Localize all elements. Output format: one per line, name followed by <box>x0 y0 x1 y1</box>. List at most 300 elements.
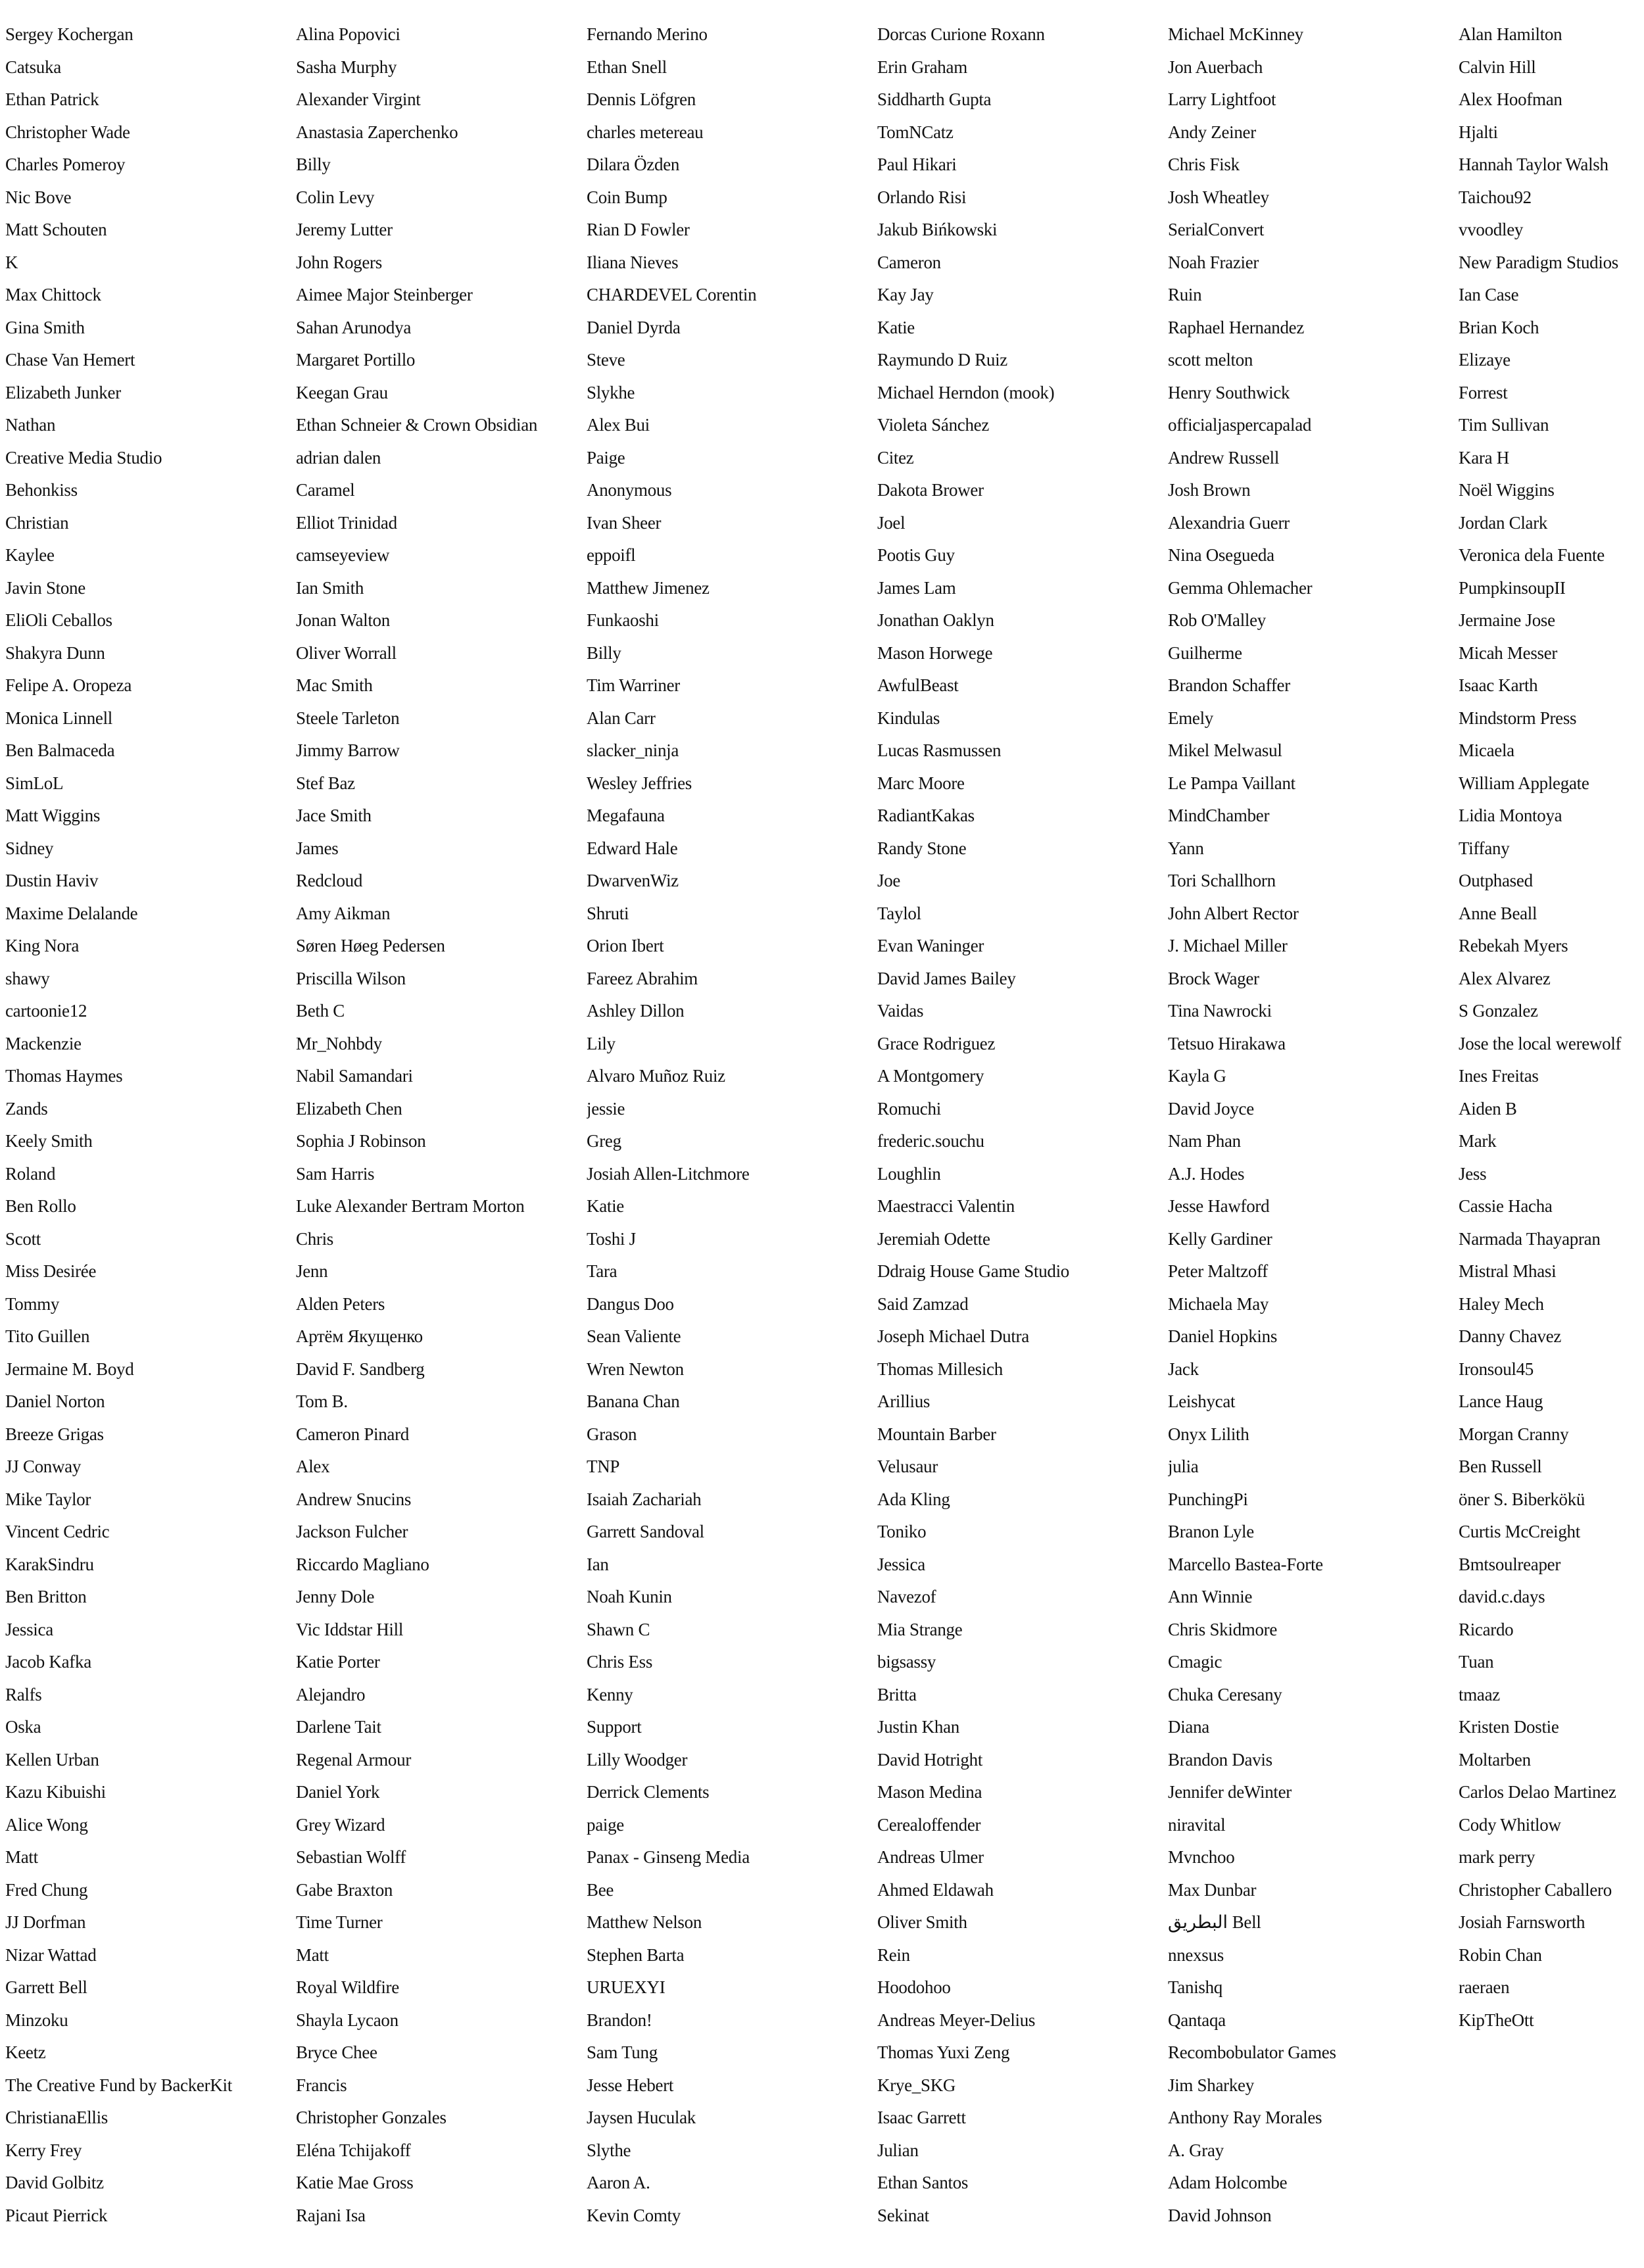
backer-name: Alice Wong <box>5 1814 88 1835</box>
backer-name: Ddraig House Game Studio <box>877 1261 1070 1281</box>
backer-name: Jenn <box>296 1261 328 1281</box>
backer-name: Elizaye <box>1459 350 1511 370</box>
backer-name: Alex Hoofman <box>1459 89 1562 109</box>
backer-name: Josiah Farnsworth <box>1459 1912 1585 1932</box>
backer-name: Mason Horwege <box>877 642 993 663</box>
backer-name: Sean Valiente <box>587 1326 681 1346</box>
backer-name: Brian Koch <box>1459 317 1539 337</box>
backer-name: Sahan Arunodya <box>296 317 412 337</box>
backer-name: Daniel Hopkins <box>1168 1326 1278 1346</box>
backer-name: SerialConvert <box>1168 220 1265 239</box>
backer-name: Navezof <box>877 1587 936 1606</box>
backer-name: Hjalti <box>1459 122 1498 142</box>
backer-name: Chris Fisk <box>1168 155 1240 174</box>
backer-name: Daniel Norton <box>5 1391 105 1411</box>
backer-name: Peter Maltzoff <box>1168 1261 1268 1281</box>
backer-name: Ralfs <box>5 1684 42 1704</box>
backer-name: Anne Beall <box>1459 903 1537 923</box>
backer-name: bigsassy <box>877 1652 936 1672</box>
backer-name: Jennifer deWinter <box>1168 1782 1292 1802</box>
backer-name: Ben Balmaceda <box>5 740 115 760</box>
backer-name: Joseph Michael Dutra <box>877 1326 1029 1346</box>
backer-name: Javin Stone <box>5 577 85 598</box>
backer-name: Larry Lightfoot <box>1168 89 1276 109</box>
backer-name: Noah Frazier <box>1168 252 1259 272</box>
backer-name: niravital <box>1168 1814 1226 1835</box>
backer-name: David James Bailey <box>877 968 1016 988</box>
backer-name: Jonan Walton <box>296 610 390 630</box>
backer-name: Banana Chan <box>587 1391 680 1411</box>
backer-name: Le Pampa Vaillant <box>1168 773 1295 793</box>
backer-name: Narmada Thayapran <box>1459 1228 1601 1249</box>
backer-name: Maestracci Valentin <box>877 1196 1015 1216</box>
backer-name: Joe <box>877 871 901 890</box>
backer-name: Andy Zeiner <box>1168 122 1256 142</box>
backer-name: Derrick Clements <box>587 1782 710 1802</box>
backer-name: Oliver Worrall <box>296 642 397 663</box>
backer-name: Alden Peters <box>296 1293 385 1314</box>
backer-name: Diana <box>1168 1717 1209 1737</box>
backer-name: Josh Wheatley <box>1168 187 1269 207</box>
backer-name: Matt Wiggins <box>5 806 101 825</box>
backer-name: Marcello Bastea-Forte <box>1168 1554 1323 1574</box>
backer-name: Alvaro Muñoz Ruiz <box>587 1066 725 1086</box>
backer-name: Dorcas Curione Roxann <box>877 24 1045 44</box>
backer-name: Josiah Allen-Litchmore <box>587 1163 750 1184</box>
backer-name: Picaut Pierrick <box>5 2205 108 2225</box>
credits-name-grid <box>5 22 1644 2236</box>
backer-name: Rian D Fowler <box>587 220 690 239</box>
backer-name: Jeremy Lutter <box>296 220 393 239</box>
backer-name: Zands <box>5 1098 48 1119</box>
backer-name: frederic.souchu <box>877 1131 984 1151</box>
backer-name: Slythe <box>587 2140 631 2160</box>
backer-name: Justin Khan <box>877 1717 959 1737</box>
backer-name: Branon Lyle <box>1168 1522 1254 1541</box>
backer-name: Morgan Cranny <box>1459 1424 1569 1444</box>
backer-name: John Rogers <box>296 252 382 272</box>
backer-name: Ahmed Eldawah <box>877 1879 994 1900</box>
backer-name: Matthew Jimenez <box>587 577 710 598</box>
backer-name: Joel <box>877 512 906 533</box>
backer-name: Tori Schallhorn <box>1168 871 1276 890</box>
backer-name: Paul Hikari <box>877 155 957 174</box>
backer-name: Keetz <box>5 2042 46 2062</box>
backer-name: Jim Sharkey <box>1168 2075 1254 2095</box>
backer-name: Elliot Trinidad <box>296 512 397 533</box>
backer-name: Noël Wiggins <box>1459 480 1555 500</box>
backer-name: Vincent Cedric <box>5 1522 110 1541</box>
backer-name: Jonathan Oaklyn <box>877 610 994 630</box>
backer-name: JJ Conway <box>5 1457 82 1476</box>
backer-name: Violeta Sánchez <box>877 415 990 435</box>
backer-name: Daniel York <box>296 1782 380 1802</box>
backer-name: Søren Høeg Pedersen <box>296 936 445 955</box>
backer-name: RadiantKakas <box>877 806 975 825</box>
backer-name: Aimee Major Steinberger <box>296 285 473 304</box>
backer-name: Creative Media Studio <box>5 447 162 468</box>
backer-name: Mr_Nohbdy <box>296 1033 382 1053</box>
backer-name: Fernando Merino <box>587 24 708 44</box>
backer-name: Vic Iddstar Hill <box>296 1619 404 1639</box>
backer-name: jessie <box>587 1098 625 1119</box>
backer-name: S Gonzalez <box>1459 1001 1538 1021</box>
backer-name: CHARDEVEL Corentin <box>587 285 757 304</box>
backer-name: camseyeview <box>296 545 390 565</box>
backer-name: Mountain Barber <box>877 1424 996 1444</box>
backer-name: Andreas Ulmer <box>877 1847 984 1867</box>
names-column-4 <box>877 22 1168 2236</box>
backer-name: Nam Phan <box>1168 1131 1241 1151</box>
backer-name: Dennis Löfgren <box>587 89 696 109</box>
backer-name: Henry Southwick <box>1168 382 1290 402</box>
backer-name: Orion Ibert <box>587 936 664 955</box>
backer-name: James <box>296 838 339 858</box>
backer-name: PumpkinsoupII <box>1459 577 1566 598</box>
backer-name: Chuka Ceresany <box>1168 1684 1282 1704</box>
backer-name: Jenny Dole <box>296 1587 375 1606</box>
names-column-1 <box>5 22 296 2236</box>
backer-name: TNP <box>587 1457 620 1476</box>
backer-name: Kevin Comty <box>587 2205 681 2225</box>
backer-name: adrian dalen <box>296 447 381 468</box>
backer-name: Ian Smith <box>296 577 364 598</box>
backer-name: Sasha Murphy <box>296 57 397 77</box>
backer-name: Aaron A. <box>587 2173 650 2192</box>
backer-name: Krye_SKG <box>877 2075 956 2095</box>
backer-name: Steele Tarleton <box>296 708 400 728</box>
backer-name: Jace Smith <box>296 806 372 825</box>
backer-name: Chris Ess <box>587 1652 653 1672</box>
backer-name: Lidia Montoya <box>1459 806 1562 825</box>
backer-name: Brandon Davis <box>1168 1749 1272 1770</box>
backer-name: Ben Rollo <box>5 1196 76 1216</box>
backer-name: Katie <box>877 317 915 337</box>
backer-name: Michaela May <box>1168 1293 1269 1314</box>
backer-name: Royal Wildfire <box>296 1977 399 1997</box>
backer-name: Mark <box>1459 1131 1497 1151</box>
backer-name: Nizar Wattad <box>5 1944 97 1965</box>
backer-name: Lily <box>587 1033 616 1053</box>
backer-name: Stef Baz <box>296 773 355 793</box>
backer-name: Alex Alvarez <box>1459 968 1551 988</box>
backer-name: Michael McKinney <box>1168 24 1303 44</box>
backer-name: Shayla Lycaon <box>296 2010 399 2030</box>
backer-name: Sekinat <box>877 2205 929 2225</box>
backer-name: Time Turner <box>296 1912 383 1932</box>
backer-name: Toniko <box>877 1522 927 1541</box>
backer-name: Catsuka <box>5 57 61 77</box>
backer-name: David Johnson <box>1168 2205 1272 2225</box>
backer-name: Hannah Taylor Walsh <box>1459 155 1608 174</box>
backer-name: Panax - Ginseng Media <box>587 1847 750 1867</box>
backer-name: Thomas Yuxi Zeng <box>877 2042 1010 2062</box>
backer-name: Christopher Gonzales <box>296 2108 447 2127</box>
backer-name: david.c.days <box>1459 1587 1545 1606</box>
backer-name: Tara <box>587 1261 617 1281</box>
backer-name: scott melton <box>1168 350 1253 370</box>
backer-name: Guilherme <box>1168 642 1242 663</box>
backer-name: Taylol <box>877 903 921 923</box>
backer-name: Caramel <box>296 480 355 500</box>
backer-name: Tiffany <box>1459 838 1510 858</box>
backer-name: Scott <box>5 1228 41 1249</box>
backer-name: Matt <box>5 1847 38 1867</box>
backer-name: Tuan <box>1459 1652 1494 1672</box>
backer-name: Tetsuo Hirakawa <box>1168 1033 1286 1053</box>
backer-name: Max Chittock <box>5 285 101 304</box>
backer-name: Cameron <box>877 252 941 272</box>
backer-name: Andrew Snucins <box>296 1489 412 1509</box>
backer-name: Max Dunbar <box>1168 1879 1257 1900</box>
backer-name: Jack <box>1168 1359 1199 1379</box>
backer-name: Pootis Guy <box>877 545 955 565</box>
backer-name: Ironsoul45 <box>1459 1359 1534 1379</box>
backer-name: Sophia J Robinson <box>296 1131 426 1151</box>
backer-name: Gina Smith <box>5 317 85 337</box>
backer-name: Monica Linnell <box>5 708 113 728</box>
backer-name: Jessica <box>877 1554 925 1574</box>
backer-name: Sam Tung <box>587 2042 658 2062</box>
backer-name: Lance Haug <box>1459 1391 1543 1411</box>
backer-name: Ben Russell <box>1459 1457 1542 1476</box>
backer-name: Raymundo D Ruiz <box>877 350 1007 370</box>
backer-name: Hoodohoo <box>877 1977 951 1997</box>
backer-name: Eléna Tchijakoff <box>296 2140 411 2160</box>
backer-name: Isaac Garrett <box>877 2108 966 2127</box>
backer-name: Leishycat <box>1168 1391 1236 1411</box>
backer-name: Jermaine Jose <box>1459 610 1555 630</box>
backer-name: Brandon! <box>587 2010 652 2030</box>
backer-name: King Nora <box>5 936 80 955</box>
backer-name: Ashley Dillon <box>587 1001 685 1021</box>
backer-name: Shawn C <box>587 1619 650 1639</box>
backer-name: Ada Kling <box>877 1489 950 1509</box>
backer-name: Cody Whitlow <box>1459 1814 1561 1835</box>
backer-name: Sergey Kochergan <box>5 24 133 44</box>
backer-name: Chris Skidmore <box>1168 1619 1278 1639</box>
backer-name: Support <box>587 1717 642 1737</box>
backer-name: Kay Jay <box>877 285 934 304</box>
backer-name: Jose the local werewolf <box>1459 1033 1622 1053</box>
backer-name: Rein <box>877 1944 910 1965</box>
backer-name: Kellen Urban <box>5 1749 99 1770</box>
backer-name: Kayla G <box>1168 1066 1226 1086</box>
backer-name: Brock Wager <box>1168 968 1259 988</box>
backer-name: Mackenzie <box>5 1033 82 1053</box>
backer-name: Jordan Clark <box>1459 512 1548 533</box>
backer-name: Grason <box>587 1424 637 1444</box>
backer-name: Lilly Woodger <box>587 1749 688 1770</box>
backer-name: John Albert Rector <box>1168 903 1299 923</box>
backer-name: Oska <box>5 1717 41 1737</box>
backer-name: Taichou92 <box>1459 187 1532 207</box>
backer-name: Danny Chavez <box>1459 1326 1562 1346</box>
backer-name: Wren Newton <box>587 1359 684 1379</box>
backer-name: Kelly Gardiner <box>1168 1228 1272 1249</box>
backer-name: Артём Якущенко <box>296 1326 423 1346</box>
backer-name: Matt <box>296 1944 329 1965</box>
backer-name: SimLoL <box>5 773 64 793</box>
backer-name: Nina Osegueda <box>1168 545 1274 565</box>
backer-name: Ethan Patrick <box>5 89 99 109</box>
backer-name: Randy Stone <box>877 838 967 858</box>
backer-name: A. Gray <box>1168 2140 1224 2160</box>
backer-name: Mikel Melwasul <box>1168 740 1282 760</box>
backer-name: Shakyra Dunn <box>5 642 105 663</box>
backer-name: Gemma Ohlemacher <box>1168 577 1313 598</box>
backer-name: Bee <box>587 1879 614 1900</box>
backer-name: tmaaz <box>1459 1684 1500 1704</box>
backer-name: Lucas Rasmussen <box>877 740 1002 760</box>
backer-name: Miss Desirée <box>5 1261 97 1281</box>
backer-name: PunchingPi <box>1168 1489 1248 1509</box>
backer-name: Siddharth Gupta <box>877 89 992 109</box>
backer-name: Shruti <box>587 903 629 923</box>
backer-name: J. Michael Miller <box>1168 936 1288 955</box>
backer-name: Ben Britton <box>5 1587 87 1606</box>
backer-name: Daniel Dyrda <box>587 317 681 337</box>
backer-name: Thomas Haymes <box>5 1066 123 1086</box>
backer-name: Billy <box>587 642 621 663</box>
backer-name: KipTheOtt <box>1459 2010 1534 2030</box>
backer-name: Aiden B <box>1459 1098 1517 1119</box>
backer-name: charles metereau <box>587 122 704 142</box>
backer-name: Paige <box>587 447 625 468</box>
backer-name: Jon Auerbach <box>1168 57 1263 77</box>
backer-name: Dilara Özden <box>587 155 680 174</box>
names-column-6 <box>1459 22 1643 2236</box>
backer-name: Brandon Schaffer <box>1168 675 1290 695</box>
backer-name: The Creative Fund by BackerKit <box>5 2075 232 2095</box>
backer-name: Cameron Pinard <box>296 1424 410 1444</box>
backer-name: Ethan Snell <box>587 57 667 77</box>
backer-name: Chase Van Hemert <box>5 350 135 370</box>
backer-name: Rebekah Myers <box>1459 936 1568 955</box>
backer-name: Robin Chan <box>1459 1944 1542 1965</box>
backer-name: Elizabeth Junker <box>5 382 121 402</box>
backer-name: Calvin Hill <box>1459 57 1536 77</box>
backer-name: Tommy <box>5 1293 60 1314</box>
backer-name: TomNCatz <box>877 122 954 142</box>
backer-name: Greg <box>587 1131 621 1151</box>
backer-name: Mindstorm Press <box>1459 708 1577 728</box>
backer-name: Priscilla Wilson <box>296 968 406 988</box>
backer-name: Mia Strange <box>877 1619 963 1639</box>
backer-name: Megafauna <box>587 806 665 825</box>
backer-name: mark perry <box>1459 1847 1535 1867</box>
backer-name: Stephen Barta <box>587 1944 685 1965</box>
backer-name: Regenal Armour <box>296 1749 412 1770</box>
backer-name: Alexandria Guerr <box>1168 512 1290 533</box>
backer-name: Ian Case <box>1459 285 1519 304</box>
backer-name: David F. Sandberg <box>296 1359 425 1379</box>
backer-name: Recombobulator Games <box>1168 2042 1336 2062</box>
backer-name: David Hotright <box>877 1749 983 1770</box>
backer-name: Sidney <box>5 838 54 858</box>
backer-name: Alina Popovici <box>296 24 400 44</box>
backer-name: Isaiah Zachariah <box>587 1489 702 1509</box>
backer-name: Nabil Samandari <box>296 1066 413 1086</box>
backer-name: Tito Guillen <box>5 1326 90 1346</box>
backer-name: Outphased <box>1459 871 1533 890</box>
backer-name: Jimmy Barrow <box>296 740 400 760</box>
backer-name: Emely <box>1168 708 1213 728</box>
backer-name: Edward Hale <box>587 838 678 858</box>
backer-name: Mason Medina <box>877 1782 982 1802</box>
backer-name: Jesse Hawford <box>1168 1196 1270 1216</box>
backer-name: Jakub Bińkowski <box>877 220 998 239</box>
backer-name: Alan Carr <box>587 708 656 728</box>
backer-name: Toshi J <box>587 1228 636 1249</box>
backer-name: EliOli Ceballos <box>5 610 112 630</box>
backer-name: Garrett Bell <box>5 1977 87 1997</box>
backer-name: Jaysen Huculak <box>587 2108 696 2127</box>
backer-name: Mac Smith <box>296 675 373 695</box>
backer-name: Amy Aikman <box>296 903 391 923</box>
backer-name: Jesse Hebert <box>587 2075 674 2095</box>
backer-name: eppoifl <box>587 545 636 565</box>
backer-name: Tim Warriner <box>587 675 680 695</box>
backer-name: Steve <box>587 350 625 370</box>
backer-name: Tanishq <box>1168 1977 1223 1997</box>
backer-name: Curtis McCreight <box>1459 1522 1580 1541</box>
backer-name: Alex <box>296 1457 330 1476</box>
backer-name: Christian <box>5 512 69 533</box>
backer-name: URUEXYI <box>587 1977 665 1997</box>
backer-name: Michael Herndon (mook) <box>877 382 1055 402</box>
backer-name: Cassie Hacha <box>1459 1196 1553 1216</box>
backer-name: julia <box>1168 1457 1199 1476</box>
backer-name: New Paradigm Studios <box>1459 252 1618 272</box>
backer-name: Grey Wizard <box>296 1814 385 1835</box>
backer-name: Grace Rodriguez <box>877 1033 996 1053</box>
backer-name: Velusaur <box>877 1457 938 1476</box>
backer-name: Loughlin <box>877 1163 941 1184</box>
backer-name: Citez <box>877 447 914 468</box>
backer-name: Sam Harris <box>296 1163 375 1184</box>
backer-name: David Joyce <box>1168 1098 1254 1119</box>
backer-name: William Applegate <box>1459 773 1589 793</box>
backer-name: Josh Brown <box>1168 480 1251 500</box>
backer-name: Gabe Braxton <box>296 1879 393 1900</box>
backer-name: Kristen Dostie <box>1459 1717 1559 1737</box>
backer-name: Billy <box>296 155 331 174</box>
backer-name: Darlene Tait <box>296 1717 381 1737</box>
backer-name: Anthony Ray Morales <box>1168 2108 1322 2127</box>
backer-name: Ethan Santos <box>877 2173 969 2192</box>
backer-name: Yann <box>1168 838 1204 858</box>
backer-name: Riccardo Magliano <box>296 1554 429 1574</box>
backer-name: Fareez Abrahim <box>587 968 698 988</box>
backer-name: Ann Winnie <box>1168 1587 1253 1606</box>
backer-name: A.J. Hodes <box>1168 1163 1245 1184</box>
backer-name: Micaela <box>1459 740 1514 760</box>
backer-name: Christopher Caballero <box>1459 1879 1612 1900</box>
backer-name: Margaret Portillo <box>296 350 416 370</box>
backer-name: Ruin <box>1168 285 1202 304</box>
backer-name: A Montgomery <box>877 1066 984 1086</box>
backer-name: Colin Levy <box>296 187 375 207</box>
backer-name: Thomas Millesich <box>877 1359 1003 1379</box>
backer-name: Beth C <box>296 1001 345 1021</box>
backer-name: Elizabeth Chen <box>296 1098 402 1119</box>
backer-name: Alex Bui <box>587 415 650 435</box>
names-column-5 <box>1168 22 1459 2236</box>
backer-name: Keegan Grau <box>296 382 388 402</box>
backer-name: Haley Mech <box>1459 1293 1544 1314</box>
backer-name: Ethan Schneier & Crown Obsidian <box>296 415 538 435</box>
